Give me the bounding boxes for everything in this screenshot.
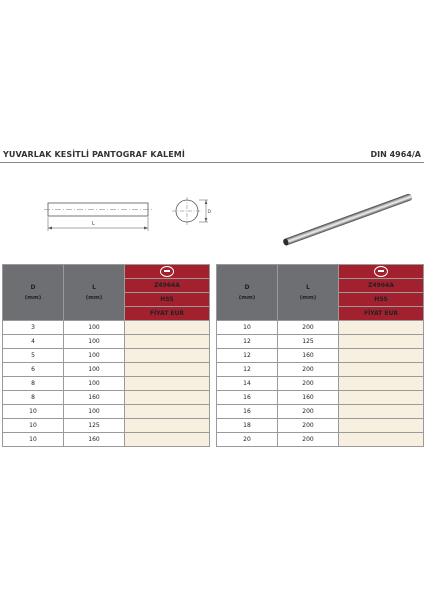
cell-diameter: 18 [217,419,278,433]
brand-logo-icon [374,266,388,277]
cell-price [125,321,210,335]
cell-price [125,363,210,377]
cell-diameter: 8 [3,377,64,391]
cell-length: 100 [64,349,125,363]
cell-diameter: 10 [3,405,64,419]
col-header-d [217,265,278,321]
cell-price [339,363,424,377]
product-rod-image [278,185,418,255]
table-row [3,335,210,349]
cell-diameter: 12 [217,335,278,349]
cell-length: 100 [64,363,125,377]
length-label: L [92,221,95,227]
rod-side-view-drawing [42,196,157,236]
cell-price [125,391,210,405]
cell-diameter: 8 [3,391,64,405]
page-title: YUVARLAK KESİTLİ PANTOGRAF KALEMİ [3,150,185,159]
product-code: Z4964A [339,279,424,293]
cell-length: 100 [64,377,125,391]
table-row [3,405,210,419]
table-row [217,349,424,363]
cell-price [339,349,424,363]
table-row [3,419,210,433]
cell-diameter: 14 [217,377,278,391]
standard-label: DIN 4964/A [370,150,421,159]
rod-end-view-drawing [170,195,215,227]
col-header-l-label: L [92,283,96,291]
cell-length: 200 [278,363,339,377]
material-label: HSS [125,293,210,307]
table-row [217,377,424,391]
table-row [217,419,424,433]
header-divider [0,162,424,163]
table-row [3,349,210,363]
cell-price [339,433,424,447]
cell-diameter: 12 [217,349,278,363]
diameter-label: D [207,210,211,215]
cell-length: 100 [64,335,125,349]
table-row [3,377,210,391]
cell-length: 200 [278,433,339,447]
table-row [217,405,424,419]
page-header [0,150,424,162]
col-header-l [64,265,125,321]
cell-length: 160 [64,433,125,447]
cell-price [125,335,210,349]
material-label: HSS [339,293,424,307]
price-table-left [2,264,210,447]
col-header-d-label: D [244,283,250,291]
price-header: FİYAT EUR [339,307,424,321]
col-header-d [3,265,64,321]
col-header-d-label: D [30,283,36,291]
cell-length: 125 [64,419,125,433]
col-header-l-unit: (mm) [85,294,103,301]
cell-length: 200 [278,419,339,433]
table-row [3,363,210,377]
cell-diameter: 5 [3,349,64,363]
price-table-right [216,264,424,447]
cell-price [339,391,424,405]
table-row [217,433,424,447]
cell-price [339,405,424,419]
brand-logo-cell [125,265,210,279]
col-header-l-unit: (mm) [299,294,317,301]
cell-diameter: 4 [3,335,64,349]
cell-length: 125 [278,335,339,349]
cell-length: 200 [278,321,339,335]
col-header-l-label: L [306,283,310,291]
cell-diameter: 10 [3,419,64,433]
col-header-d-unit: (mm) [24,294,42,301]
col-header-d-unit: (mm) [238,294,256,301]
cell-price [125,419,210,433]
table-row [3,321,210,335]
cell-diameter: 16 [217,391,278,405]
cell-diameter: 3 [3,321,64,335]
cell-length: 200 [278,377,339,391]
cell-diameter: 10 [3,433,64,447]
cell-diameter: 16 [217,405,278,419]
brand-logo-cell [339,265,424,279]
cell-price [339,419,424,433]
cell-price [125,433,210,447]
cell-price [125,405,210,419]
product-code: Z4964A [125,279,210,293]
brand-logo-icon [160,266,174,277]
cell-length: 160 [64,391,125,405]
cell-diameter: 20 [217,433,278,447]
cell-price [339,377,424,391]
cell-price [125,377,210,391]
table-row [3,433,210,447]
col-header-l [278,265,339,321]
cell-length: 160 [278,349,339,363]
cell-price [339,321,424,335]
cell-length: 200 [278,405,339,419]
table-row [217,321,424,335]
cell-length: 100 [64,321,125,335]
table-row [3,391,210,405]
cell-length: 160 [278,391,339,405]
price-header: FİYAT EUR [125,307,210,321]
cell-length: 100 [64,405,125,419]
table-row [217,391,424,405]
cell-diameter: 12 [217,363,278,377]
cell-diameter: 6 [3,363,64,377]
cell-price [339,335,424,349]
table-row [217,335,424,349]
table-row [217,363,424,377]
cell-price [125,349,210,363]
cell-diameter: 10 [217,321,278,335]
